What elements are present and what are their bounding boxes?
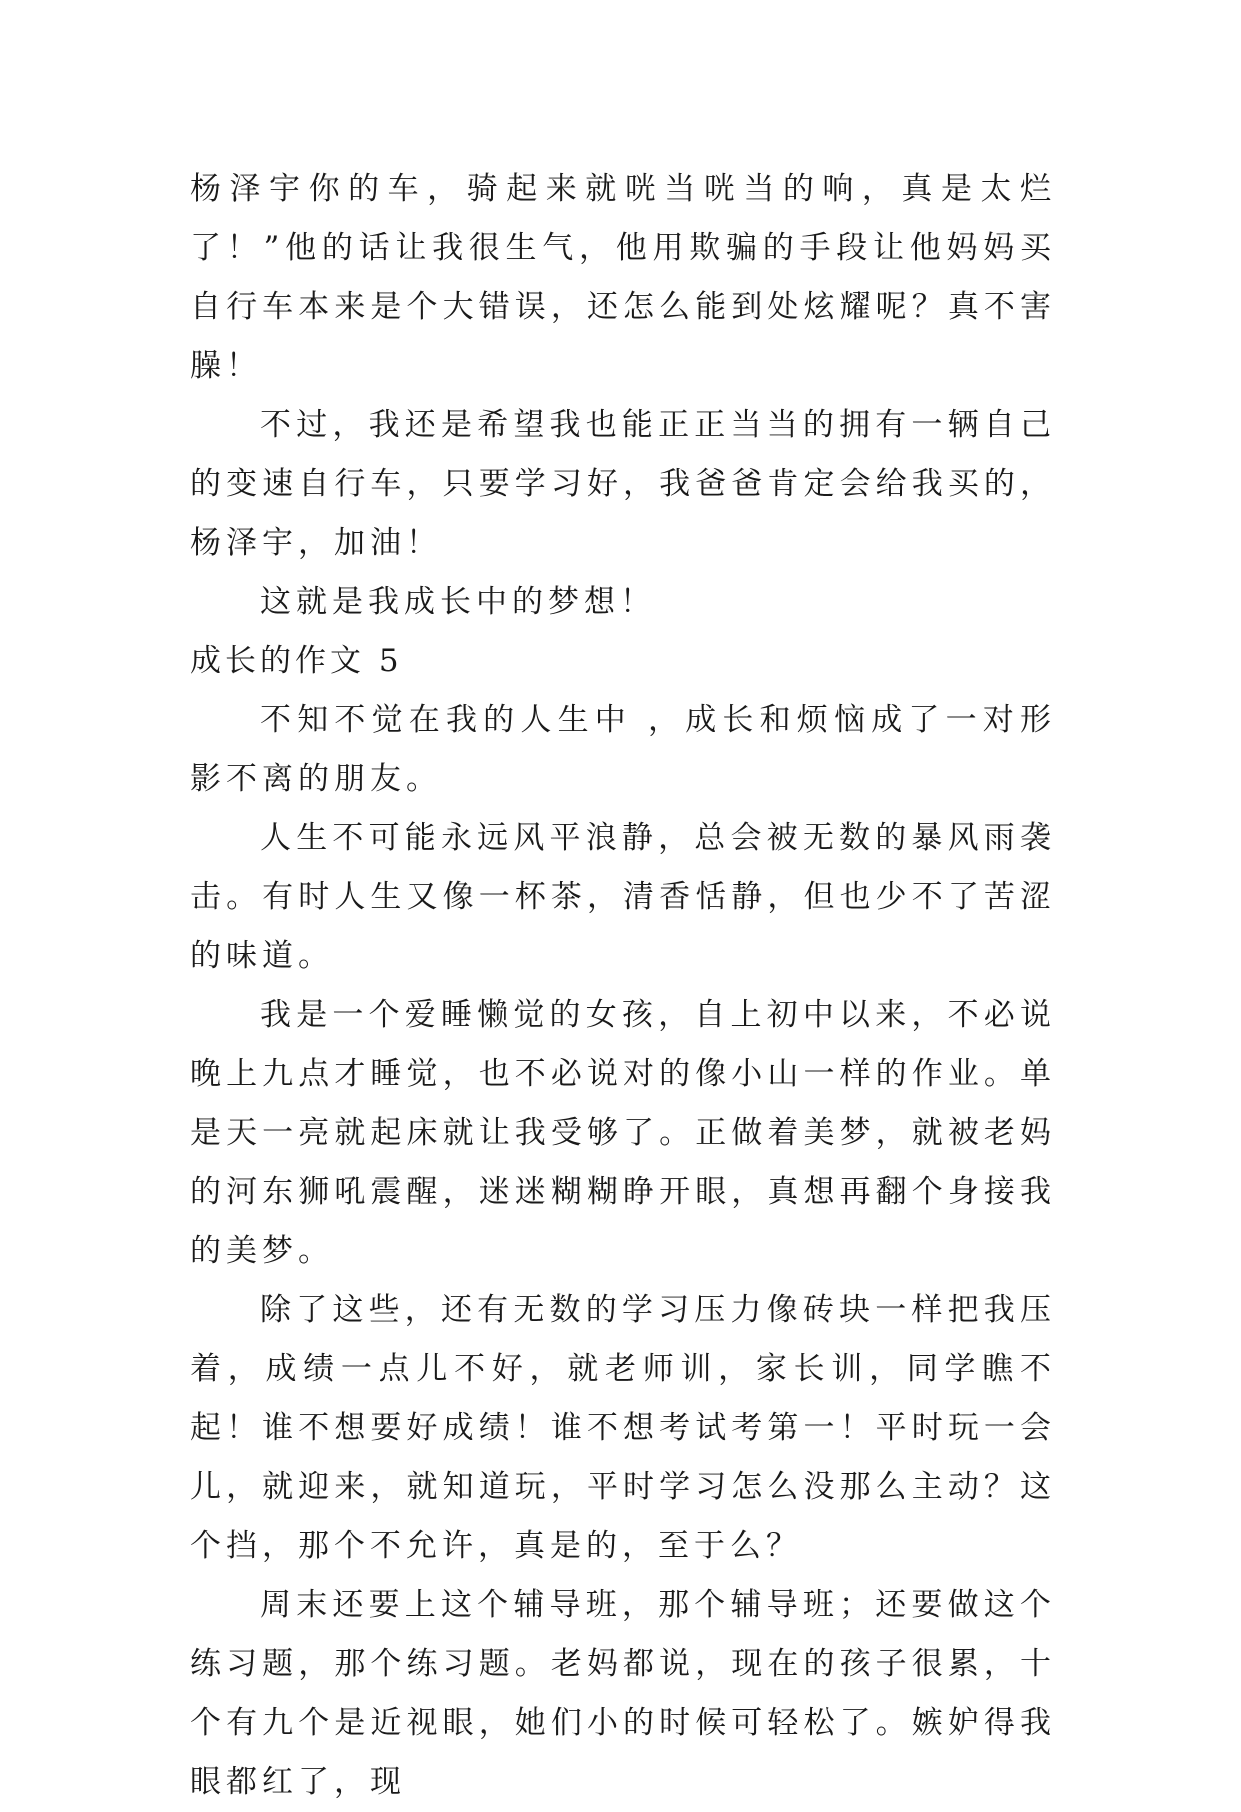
paragraph-5: 人生不可能永远风平浪静，总会被无数的暴风雨袭击。有时人生又像一杯茶，清香恬静，但也少不了苦涩的味道。 — [190, 820, 1056, 974]
document-body — [190, 160, 1056, 1812]
paragraph-2: 不过，我还是希望我也能正正当当的拥有一辆自己的变速自行车，只要学习好，我爸爸肯定会给我买的，杨泽宇，加油！ — [190, 407, 1056, 561]
paragraph-8: 周末还要上这个辅导班，那个辅导班；还要做这个练习题，那个练习题。老妈都说，现在的孩子很累，十个有九个是近视眼，她们小的时候可轻松了。嫉妒得我眼都红了，现 — [190, 1587, 1056, 1800]
essay-heading: 成长的作文 5 — [190, 643, 403, 679]
paragraph-4: 不知不觉在我的人生中 ，成长和烦恼成了一对形影不离的朋友。 — [190, 702, 1056, 797]
paragraph-1: 杨泽宇你的车，骑起来就咣当咣当的响，真是太烂了！”他的话让我很生气，他用欺骗的手段让他妈妈买自行车本来是个大错误，还怎么能到处炫耀呢？真不害臊！ — [190, 171, 1056, 384]
paragraph-6: 我是一个爱睡懒觉的女孩，自上初中以来，不必说晚上九点才睡觉，也不必说对的像小山一样的作业。单是天一亮就起床就让我受够了。正做着美梦，就被老妈的河东狮吼震醒，迷迷糊糊睁开眼，真想再翻个身接我的美梦。 — [190, 997, 1056, 1269]
paragraph-3: 这就是我成长中的梦想！ — [260, 584, 656, 620]
paragraph-7: 除了这些，还有无数的学习压力像砖块一样把我压着，成绩一点儿不好，就老师训，家长训，同学瞧不起！谁不想要好成绩！谁不想考试考第一！平时玩一会儿，就迎来，就知道玩，平时学习怎么没那么主动？这个挡，那个不允许，真是的，至于么？ — [190, 1292, 1056, 1564]
